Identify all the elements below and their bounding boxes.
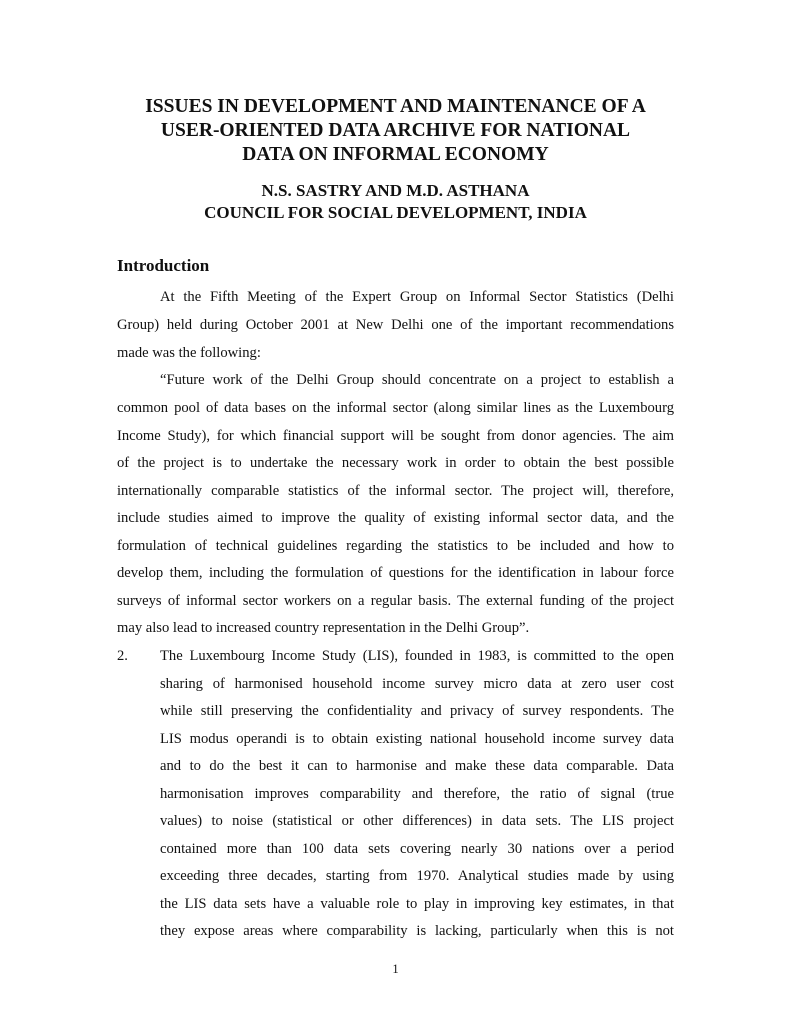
quote-line-7: formulation of technical guidelines regarding the statistics to be included and how to: [117, 538, 674, 554]
para2-line-8: contained more than 100 data sets covering nearly 30 nations over a period: [160, 841, 674, 857]
para2-line-1: The Luxembourg Income Study (LIS), founded in 1983, is committed to the open: [160, 648, 674, 664]
author-block: [60, 180, 731, 224]
para2-line-4: LIS modus operandi is to obtain existing national household income survey data: [160, 731, 674, 747]
para2-line-2: sharing of harmonised household income survey micro data at zero user cost: [160, 676, 674, 692]
intro-line-1: At the Fifth Meeting of the Expert Group on Informal Sector Statistics (Delhi: [160, 289, 674, 305]
quote-line-3: Income Study), for which financial support will be sought from donor agencies. The aim: [117, 428, 674, 444]
paragraph-number-2: 2.: [117, 648, 128, 664]
para2-line-5: and to do the best it can to harmonise and make these data comparable. Data: [160, 758, 674, 774]
quote-line-2: common pool of data bases on the informal sector (along similar lines as the Luxembourg: [117, 400, 674, 416]
page-number: 1: [392, 962, 399, 976]
title-line-3: DATA ON INFORMAL ECONOMY: [242, 144, 549, 165]
quote-line-1: “Future work of the Delhi Group should concentrate on a project to establish a: [160, 372, 674, 388]
para2-line-9: exceeding three decades, starting from 1970. Analytical studies made by using: [160, 868, 674, 884]
title-line-1: ISSUES IN DEVELOPMENT AND MAINTENANCE OF A: [145, 96, 646, 117]
document-title: [60, 95, 731, 167]
quote-line-5: internationally comparable statistics of the informal sector. The project will, therefore,: [117, 483, 674, 499]
para2-line-3: while still preserving the confidentiality and privacy of survey respondents. The: [160, 703, 674, 719]
quote-line-6: include studies aimed to improve the quality of existing informal sector data, and the: [117, 510, 674, 526]
quote-line-8: develop them, including the formulation of questions for the identification in labour force: [117, 565, 674, 581]
para2-line-10: the LIS data sets have a valuable role to play in improving key estimates, in that: [160, 896, 674, 912]
affiliation: COUNCIL FOR SOCIAL DEVELOPMENT, INDIA: [204, 203, 587, 222]
para2-line-11: they expose areas where comparability is lacking, particularly when this is not: [160, 923, 674, 939]
para2-line-6: harmonisation improves comparability and therefore, the ratio of signal (true: [160, 786, 674, 802]
section-heading-introduction: Introduction: [117, 256, 210, 275]
quote-line-4: of the project is to undertake the necessary work in order to obtain the best possible: [117, 455, 674, 471]
authors: N.S. SASTRY AND M.D. ASTHANA: [261, 181, 530, 200]
intro-line-3: made was the following:: [117, 345, 261, 361]
para2-line-7: values) to noise (statistical or other differences) in data sets. The LIS project: [160, 813, 674, 829]
quote-line-10: may also lead to increased country representation in the Delhi Group”.: [117, 620, 530, 636]
title-line-2: USER-ORIENTED DATA ARCHIVE FOR NATIONAL: [160, 120, 631, 141]
intro-line-2: Group) held during October 2001 at New Delhi one of the important recommendations: [117, 317, 674, 333]
quote-line-9: surveys of informal sector workers on a regular basis. The external funding of the project: [117, 593, 674, 609]
